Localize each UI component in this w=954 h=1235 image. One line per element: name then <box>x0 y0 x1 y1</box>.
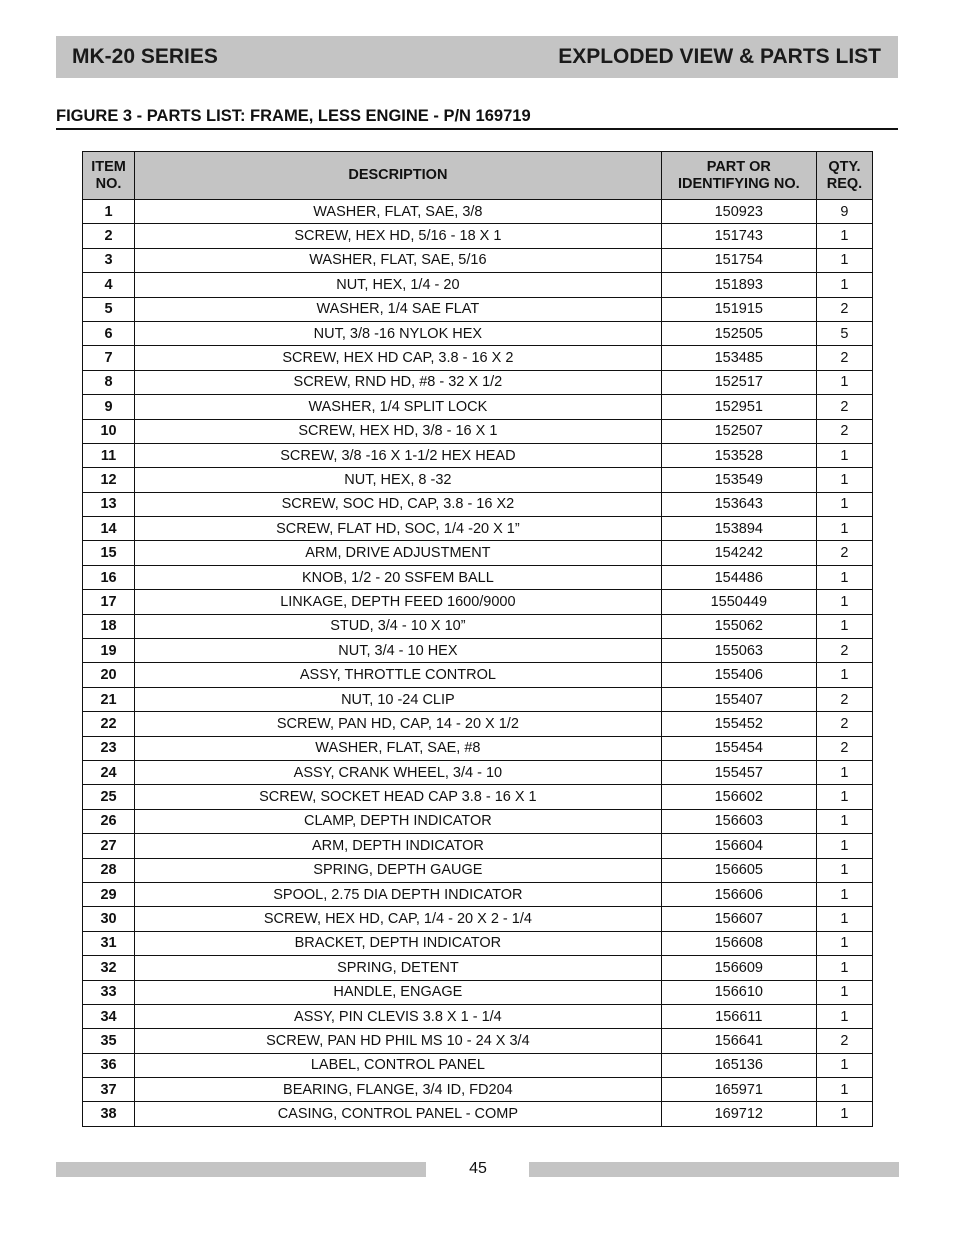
quantity-cell: 1 <box>816 492 872 516</box>
part-number-cell: 156609 <box>661 956 816 980</box>
table-row <box>83 614 873 638</box>
page-header <box>56 36 898 78</box>
table-row <box>83 370 873 394</box>
item-number-cell: 7 <box>83 346 135 370</box>
quantity-cell: 1 <box>816 614 872 638</box>
item-number-cell: 20 <box>83 663 135 687</box>
parts-table-header <box>83 152 873 200</box>
description-cell: SCREW, HEX HD CAP, 3.8 - 16 X 2 <box>135 346 662 370</box>
column-header-part-line2: IDENTIFYING NO. <box>677 175 800 192</box>
item-number-cell: 4 <box>83 273 135 297</box>
quantity-cell: 2 <box>816 346 872 370</box>
description-cell: WASHER, 1/4 SAE FLAT <box>135 297 662 321</box>
description-cell: NUT, HEX, 8 -32 <box>135 468 662 492</box>
column-header-part-line1: PART OR <box>706 158 771 175</box>
column-header-item-line1: ITEM <box>91 158 126 175</box>
description-cell: ASSY, THROTTLE CONTROL <box>135 663 662 687</box>
item-number-cell: 5 <box>83 297 135 321</box>
quantity-cell: 1 <box>816 590 872 614</box>
quantity-cell: 2 <box>816 639 872 663</box>
quantity-cell: 1 <box>816 443 872 467</box>
part-number-cell: 156602 <box>661 785 816 809</box>
table-row <box>83 541 873 565</box>
item-number-cell: 11 <box>83 443 135 467</box>
item-number-cell: 13 <box>83 492 135 516</box>
quantity-cell: 1 <box>816 785 872 809</box>
item-number-cell: 26 <box>83 809 135 833</box>
table-row <box>83 1004 873 1028</box>
description-cell: ASSY, PIN CLEVIS 3.8 X 1 - 1/4 <box>135 1004 662 1028</box>
figure-title: FIGURE 3 - PARTS LIST: FRAME, LESS ENGINE - P/N 169719 <box>56 107 898 130</box>
table-row <box>83 882 873 906</box>
quantity-cell: 1 <box>816 1004 872 1028</box>
item-number-cell: 31 <box>83 931 135 955</box>
description-cell: SPRING, DETENT <box>135 956 662 980</box>
part-number-cell: 169712 <box>661 1102 816 1126</box>
quantity-cell: 1 <box>816 224 872 248</box>
quantity-cell: 1 <box>816 1053 872 1077</box>
item-number-cell: 23 <box>83 736 135 760</box>
column-header-qty-line2: REQ. <box>826 175 863 192</box>
part-number-cell: 151915 <box>661 297 816 321</box>
part-number-cell: 155454 <box>661 736 816 760</box>
item-number-cell: 25 <box>83 785 135 809</box>
table-row <box>83 200 873 224</box>
footer-bar-left <box>56 1162 426 1177</box>
column-header-part-number <box>661 152 816 200</box>
quantity-cell: 9 <box>816 200 872 224</box>
description-cell: HANDLE, ENGAGE <box>135 980 662 1004</box>
quantity-cell: 1 <box>816 760 872 784</box>
part-number-cell: 155407 <box>661 687 816 711</box>
description-cell: NUT, 3/8 -16 NYLOK HEX <box>135 321 662 345</box>
description-cell: SCREW, PAN HD PHIL MS 10 - 24 X 3/4 <box>135 1029 662 1053</box>
part-number-cell: 153643 <box>661 492 816 516</box>
table-row <box>83 639 873 663</box>
table-row <box>83 663 873 687</box>
item-number-cell: 22 <box>83 712 135 736</box>
part-number-cell: 153549 <box>661 468 816 492</box>
quantity-cell: 1 <box>816 907 872 931</box>
item-number-cell: 17 <box>83 590 135 614</box>
quantity-cell: 2 <box>816 712 872 736</box>
item-number-cell: 32 <box>83 956 135 980</box>
table-row <box>83 1102 873 1126</box>
part-number-cell: 152951 <box>661 395 816 419</box>
quantity-cell: 5 <box>816 321 872 345</box>
description-cell: WASHER, 1/4 SPLIT LOCK <box>135 395 662 419</box>
table-row <box>83 1053 873 1077</box>
part-number-cell: 154486 <box>661 565 816 589</box>
item-number-cell: 35 <box>83 1029 135 1053</box>
table-row <box>83 517 873 541</box>
part-number-cell: 155062 <box>661 614 816 638</box>
quantity-cell: 2 <box>816 736 872 760</box>
part-number-cell: 152505 <box>661 321 816 345</box>
table-row <box>83 248 873 272</box>
description-cell: BEARING, FLANGE, 3/4 ID, FD204 <box>135 1078 662 1102</box>
table-row <box>83 1078 873 1102</box>
item-number-cell: 16 <box>83 565 135 589</box>
quantity-cell: 1 <box>816 1078 872 1102</box>
description-cell: WASHER, FLAT, SAE, #8 <box>135 736 662 760</box>
part-number-cell: 152517 <box>661 370 816 394</box>
part-number-cell: 153894 <box>661 517 816 541</box>
item-number-cell: 3 <box>83 248 135 272</box>
table-row <box>83 346 873 370</box>
description-cell: ARM, DEPTH INDICATOR <box>135 834 662 858</box>
description-cell: ASSY, CRANK WHEEL, 3/4 - 10 <box>135 760 662 784</box>
table-row <box>83 492 873 516</box>
column-header-item <box>83 152 135 200</box>
table-row <box>83 858 873 882</box>
table-row <box>83 712 873 736</box>
quantity-cell: 1 <box>816 248 872 272</box>
part-number-cell: 151754 <box>661 248 816 272</box>
description-cell: NUT, 3/4 - 10 HEX <box>135 639 662 663</box>
part-number-cell: 156608 <box>661 931 816 955</box>
item-number-cell: 9 <box>83 395 135 419</box>
description-cell: LABEL, CONTROL PANEL <box>135 1053 662 1077</box>
item-number-cell: 30 <box>83 907 135 931</box>
part-number-cell: 155452 <box>661 712 816 736</box>
description-cell: SCREW, HEX HD, 5/16 - 18 X 1 <box>135 224 662 248</box>
table-row <box>83 419 873 443</box>
quantity-cell: 1 <box>816 370 872 394</box>
table-row <box>83 395 873 419</box>
column-header-description: DESCRIPTION <box>135 152 662 200</box>
description-cell: SCREW, HEX HD, 3/8 - 16 X 1 <box>135 419 662 443</box>
description-cell: KNOB, 1/2 - 20 SSFEM BALL <box>135 565 662 589</box>
item-number-cell: 1 <box>83 200 135 224</box>
part-number-cell: 152507 <box>661 419 816 443</box>
item-number-cell: 34 <box>83 1004 135 1028</box>
description-cell: SPOOL, 2.75 DIA DEPTH INDICATOR <box>135 882 662 906</box>
description-cell: NUT, HEX, 1/4 - 20 <box>135 273 662 297</box>
item-number-cell: 2 <box>83 224 135 248</box>
column-header-item-line2: NO. <box>95 175 122 192</box>
footer-bar-right <box>529 1162 899 1177</box>
table-row <box>83 931 873 955</box>
description-cell: LINKAGE, DEPTH FEED 1600/9000 <box>135 590 662 614</box>
quantity-cell: 1 <box>816 1102 872 1126</box>
quantity-cell: 1 <box>816 468 872 492</box>
parts-table-body <box>83 200 873 1127</box>
part-number-cell: 155406 <box>661 663 816 687</box>
part-number-cell: 1550449 <box>661 590 816 614</box>
item-number-cell: 38 <box>83 1102 135 1126</box>
table-row <box>83 224 873 248</box>
quantity-cell: 2 <box>816 687 872 711</box>
parts-table <box>82 151 873 1127</box>
description-cell: ARM, DRIVE ADJUSTMENT <box>135 541 662 565</box>
item-number-cell: 15 <box>83 541 135 565</box>
description-cell: WASHER, FLAT, SAE, 3/8 <box>135 200 662 224</box>
description-cell: SCREW, HEX HD, CAP, 1/4 - 20 X 2 - 1/4 <box>135 907 662 931</box>
description-cell: BRACKET, DEPTH INDICATOR <box>135 931 662 955</box>
table-row <box>83 907 873 931</box>
part-number-cell: 151893 <box>661 273 816 297</box>
item-number-cell: 18 <box>83 614 135 638</box>
item-number-cell: 24 <box>83 760 135 784</box>
quantity-cell: 1 <box>816 565 872 589</box>
item-number-cell: 6 <box>83 321 135 345</box>
table-row <box>83 321 873 345</box>
item-number-cell: 14 <box>83 517 135 541</box>
quantity-cell: 2 <box>816 395 872 419</box>
part-number-cell: 153528 <box>661 443 816 467</box>
description-cell: CASING, CONTROL PANEL - COMP <box>135 1102 662 1126</box>
table-row <box>83 956 873 980</box>
quantity-cell: 2 <box>816 297 872 321</box>
table-row <box>83 1029 873 1053</box>
table-row <box>83 565 873 589</box>
part-number-cell: 165971 <box>661 1078 816 1102</box>
description-cell: CLAMP, DEPTH INDICATOR <box>135 809 662 833</box>
description-cell: SCREW, PAN HD, CAP, 14 - 20 X 1/2 <box>135 712 662 736</box>
part-number-cell: 154242 <box>661 541 816 565</box>
column-header-quantity <box>816 152 872 200</box>
item-number-cell: 10 <box>83 419 135 443</box>
table-row <box>83 785 873 809</box>
series-title: MK-20 SERIES <box>72 45 218 68</box>
part-number-cell: 156603 <box>661 809 816 833</box>
table-row <box>83 297 873 321</box>
part-number-cell: 156641 <box>661 1029 816 1053</box>
item-number-cell: 33 <box>83 980 135 1004</box>
quantity-cell: 2 <box>816 1029 872 1053</box>
table-row <box>83 443 873 467</box>
part-number-cell: 151743 <box>661 224 816 248</box>
part-number-cell: 156605 <box>661 858 816 882</box>
part-number-cell: 156611 <box>661 1004 816 1028</box>
description-cell: WASHER, FLAT, SAE, 5/16 <box>135 248 662 272</box>
quantity-cell: 1 <box>816 956 872 980</box>
table-row <box>83 980 873 1004</box>
table-row <box>83 834 873 858</box>
item-number-cell: 8 <box>83 370 135 394</box>
description-cell: SPRING, DEPTH GAUGE <box>135 858 662 882</box>
item-number-cell: 36 <box>83 1053 135 1077</box>
column-header-qty-line1: QTY. <box>828 158 861 175</box>
part-number-cell: 156604 <box>661 834 816 858</box>
table-row <box>83 468 873 492</box>
description-cell: SCREW, SOCKET HEAD CAP 3.8 - 16 X 1 <box>135 785 662 809</box>
description-cell: SCREW, RND HD, #8 - 32 X 1/2 <box>135 370 662 394</box>
part-number-cell: 155063 <box>661 639 816 663</box>
description-cell: NUT, 10 -24 CLIP <box>135 687 662 711</box>
item-number-cell: 28 <box>83 858 135 882</box>
part-number-cell: 156607 <box>661 907 816 931</box>
quantity-cell: 1 <box>816 858 872 882</box>
table-row <box>83 809 873 833</box>
part-number-cell: 150923 <box>661 200 816 224</box>
quantity-cell: 1 <box>816 273 872 297</box>
table-row <box>83 590 873 614</box>
description-cell: STUD, 3/4 - 10 X 10” <box>135 614 662 638</box>
quantity-cell: 1 <box>816 809 872 833</box>
part-number-cell: 155457 <box>661 760 816 784</box>
section-title: EXPLODED VIEW & PARTS LIST <box>558 45 881 68</box>
part-number-cell: 165136 <box>661 1053 816 1077</box>
page-number: 45 <box>469 1160 487 1177</box>
table-row <box>83 273 873 297</box>
quantity-cell: 1 <box>816 931 872 955</box>
item-number-cell: 37 <box>83 1078 135 1102</box>
item-number-cell: 21 <box>83 687 135 711</box>
quantity-cell: 1 <box>816 882 872 906</box>
part-number-cell: 156606 <box>661 882 816 906</box>
table-row <box>83 760 873 784</box>
table-row <box>83 736 873 760</box>
quantity-cell: 2 <box>816 541 872 565</box>
item-number-cell: 29 <box>83 882 135 906</box>
description-cell: SCREW, 3/8 -16 X 1-1/2 HEX HEAD <box>135 443 662 467</box>
item-number-cell: 19 <box>83 639 135 663</box>
part-number-cell: 153485 <box>661 346 816 370</box>
table-row <box>83 687 873 711</box>
quantity-cell: 1 <box>816 663 872 687</box>
part-number-cell: 156610 <box>661 980 816 1004</box>
description-cell: SCREW, SOC HD, CAP, 3.8 - 16 X2 <box>135 492 662 516</box>
quantity-cell: 1 <box>816 834 872 858</box>
description-cell: SCREW, FLAT HD, SOC, 1/4 -20 X 1” <box>135 517 662 541</box>
quantity-cell: 2 <box>816 419 872 443</box>
item-number-cell: 27 <box>83 834 135 858</box>
quantity-cell: 1 <box>816 980 872 1004</box>
item-number-cell: 12 <box>83 468 135 492</box>
quantity-cell: 1 <box>816 517 872 541</box>
